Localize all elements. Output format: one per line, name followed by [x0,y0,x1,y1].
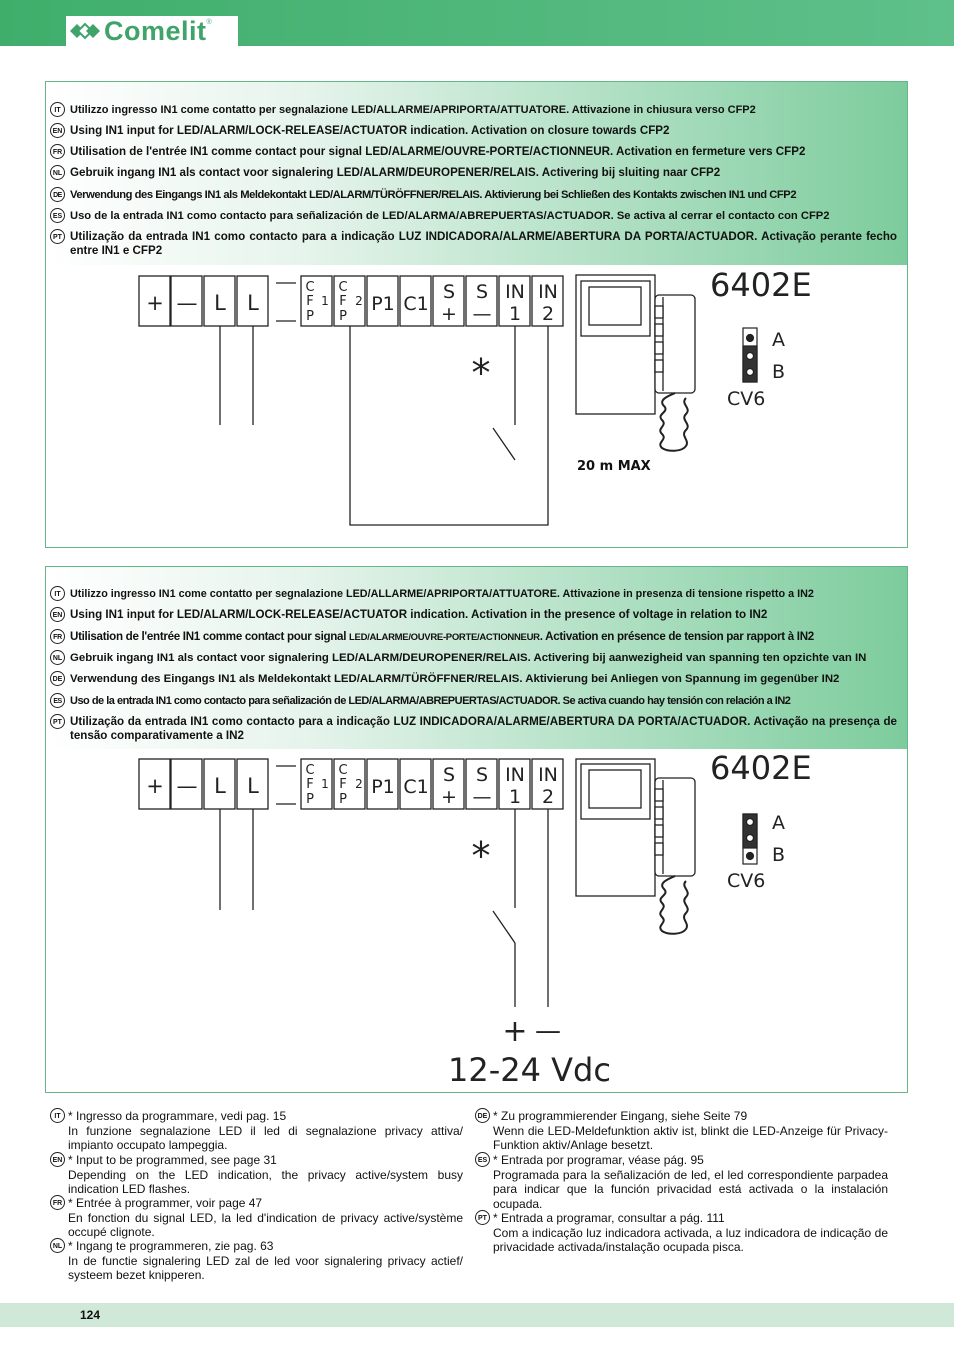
lang-badge-pt: PT [50,229,65,244]
terminal-label: P [306,792,314,807]
lang-badge-de: DE [50,187,65,202]
footnote-head: * Entrada por programar, véase pág. 95 [493,1153,704,1167]
desc-text: Uso de la entrada IN1 como contacto para señalización de LED/ALARMA/ABREPUERTAS/ACTUADOR. Se activa al cerrar el contacto con CFP2 [70,210,830,222]
footnote-head: * Entrada a programar, consultar a pág. 111 [493,1211,725,1225]
terminal-label: L [247,291,259,315]
terminal-label: F [306,294,314,309]
terminal-label: F [339,777,347,792]
footnote-fr [50,1196,463,1239]
footnote-body: In funzione segnalazione LED il led di segnalazione privacy attiva/ impianto occupato lampeggia. [68,1123,463,1152]
footnote-head: * Ingresso da programmare, vedi pag. 15 [68,1109,287,1123]
model-label: 6402E [710,266,812,304]
lang-badge-es: ES [475,1152,490,1167]
terminal-label: C1 [403,293,429,315]
lang-badge-nl: NL [50,650,65,665]
model-label: 6402E [710,749,812,787]
terminal-label: + [146,774,164,798]
lang-badge-fr: FR [50,629,65,644]
jumper-a-label: A [772,329,785,351]
terminal-label: + [441,786,457,808]
desc-text: Using IN1 input for LED/ALARM/LOCK-RELEASE/ACTUATOR indication. Activation in the presence of voltage in relation to IN2 [70,608,768,621]
terminal-label: S [442,764,456,786]
desc-text: Gebruik ingang IN1 als contact voor signalering LED/ALARM/DEUROPENER/RELAIS. Activering bij sluiting naar CFP2 [70,166,721,179]
desc-text-part: LED/ALARME/OUVRE-PORTE/ACTIONNEUR [349,632,540,643]
monitor-6402e [576,759,695,934]
terminal-label: 1 [321,777,329,791]
footnote-body: Depending on the LED indication, the privacy active/system busy indication LED flashes. [68,1167,463,1196]
lang-badge-fr: FR [50,144,65,159]
terminal-label: 2 [355,294,363,308]
footnote-nl [50,1239,463,1283]
terminal-label: 1 [321,294,329,308]
desc-text: Uso de la entrada IN1 como contacto para señalización de LED/ALARMA/ABREPUERTAS/ACTUADOR. Se activa cuando hay tensión con relación a IN2 [70,695,791,707]
footnote-body: Com a indicação luz indicadora activada, a luz indicadora de indicação de privacidade activada/instalação ocupada pisca. [493,1225,888,1254]
desc-text-part: Utilisation de l'entrée IN1 comme contact pour signal [70,630,350,643]
jumper-b-label: B [772,361,786,383]
terminal-label: P1 [371,293,395,315]
terminal-label: C [305,763,315,778]
lang-badge-es: ES [50,693,65,708]
lang-badge-pt: PT [50,714,65,729]
lang-badge-fr: FR [50,1195,65,1210]
terminal-label: S [475,764,489,786]
distance-label: 20 m MAX [577,459,651,474]
footnote-head: * Entrée à programmer, voir page 47 [68,1196,263,1210]
desc-text: Utilização da entrada IN1 como contacto para a indicação LUZ INDICADORA/ALARME/ABERTURA DA PORTA/ACTUADOR. Activação perante fecho entre IN1 e CFP2 [70,230,897,257]
footnotes-right [475,1109,888,1255]
terminal-label: F [306,777,314,792]
desc-text: Utilisation de l'entrée IN1 comme contact pour signal LED/ALARME/OUVRE-PORTE/ACTIONNEUR. Activation en fermeture vers CFP2 [70,145,806,158]
footnote-head: * Zu programmierender Eingang, siehe Seite 79 [493,1109,748,1123]
terminal-label: 1 [508,303,522,325]
jumper-a-label: A [772,812,785,834]
lang-badge-it: IT [50,586,65,601]
terminal-label: C [305,280,315,295]
lang-badge-es: ES [50,208,65,223]
lang-badge-pt: PT [475,1210,490,1225]
jumper-name-label: CV6 [727,388,766,410]
terminal-label: IN [538,764,558,786]
desc-text: Verwendung des Eingangs IN1 als Meldekontakt LED/ALARM/TÜRÖFFNER/RELAIS. Aktivierung bei Anliegen von Spannung im gegenüber IN2 [70,673,840,685]
footer-bar [0,1303,954,1327]
terminal-label: — [176,291,198,315]
footnote-body: En fonction du signal LED, la led d'indication de privacy active/système occupé clignote. [68,1210,463,1239]
footnote-pt [475,1211,888,1255]
lang-badge-en: EN [50,607,65,622]
terminal-label: — [176,774,198,798]
asterisk-mark: * [471,834,491,878]
footnote-body: Programada para la señalización de led, el led correspondiente parpadea para indicar que la función privacidad está activada o la instalación ocupada. [493,1167,888,1211]
lang-badge-it: IT [50,1108,65,1123]
terminal-label: P1 [371,776,395,798]
terminal-label: 1 [508,786,522,808]
terminal-label: P [339,309,347,324]
jumper-cv6 [743,814,757,864]
terminal-label: — [472,786,492,808]
terminal-label: 2 [541,786,555,808]
desc-text: Utilizzo ingresso IN1 come contatto per segnalazione LED/ALLARME/APRIPORTA/ATTUATORE. Attivazione in chiusura verso CFP2 [70,104,756,116]
desc-text-part: . Activation en présence de tension par rapport à IN2 [539,630,814,643]
terminal-label: IN [505,764,525,786]
terminal-label: IN [538,281,558,303]
terminal-label: + [146,291,164,315]
brand-registered-mark: ® [206,19,212,26]
terminal-label: L [247,774,259,798]
footnote-es [475,1153,888,1211]
footnote-it [50,1109,463,1153]
lang-badge-de: DE [50,671,65,686]
lang-badge-en: EN [50,1152,65,1167]
page-number: 124 [80,1308,101,1322]
terminal-label: S [475,281,489,303]
supply-voltage-label: 12-24 Vdc [448,1051,611,1089]
terminal-label: — [472,303,492,325]
desc-text: Utilização da entrada IN1 como contacto para a indicação LUZ INDICADORA/ALARME/ABERTURA DA PORTA/ACTUADOR. Activação na presença de tensão comparativamente a IN2 [70,715,897,742]
lang-badge-nl: NL [50,165,65,180]
footnote-body: In de functie signalering LED zal de led voor signalering privacy actief/ systeem bezet knipperen. [68,1253,463,1282]
terminal-label: 2 [355,777,363,791]
terminal-label: P [339,792,347,807]
lang-badge-de: DE [475,1108,490,1123]
terminal-label: L [214,291,226,315]
terminal-label: IN [505,281,525,303]
jumper-b-label: B [772,844,786,866]
terminal-label: C1 [403,776,429,798]
terminal-label: F [339,294,347,309]
desc-text: Utilizzo ingresso IN1 come contatto per segnalazione LED/ALLARME/APRIPORTA/ATTUATORE. Attivazione in presenza di tensione rispetto a IN2 [70,588,814,600]
footnote-en [50,1153,463,1196]
terminal-label: C [338,763,348,778]
supply-plus: + [502,1014,528,1049]
terminal-label: C [338,280,348,295]
footnote-head: * Ingang te programmeren, zie pag. 63 [68,1239,274,1253]
desc-text: Gebruik ingang IN1 als contact voor signalering LED/ALARM/DEUROPENER/RELAIS. Activering bij aanwezigheid van spanning ten opzichte van IN [70,652,867,664]
footnote-head: * Input to be programmed, see page 31 [68,1153,277,1167]
lang-badge-nl: NL [50,1238,65,1253]
lang-badge-it: IT [50,102,65,117]
terminal-label: + [441,303,457,325]
brand-name: Comelit [104,15,207,46]
footnotes-left [50,1109,463,1283]
terminal-label: S [442,281,456,303]
footnote-de [475,1109,888,1153]
jumper-name-label: CV6 [727,870,766,892]
asterisk-mark: * [471,351,491,395]
supply-minus: — [535,1016,561,1046]
terminal-label: 2 [541,303,555,325]
terminal-label: L [214,774,226,798]
footnote-body: Wenn die LED-Meldefunktion aktiv ist, blinkt die LED-Anzeige für Privacy-Funktion aktiv/Anlage besetzt. [493,1123,888,1152]
desc-text: Verwendung des Eingangs IN1 als Meldekontakt LED/ALARM/TÜRÖFFNER/RELAIS. Aktivierung bei Schließen des Kontakts zwischen IN1 und CFP2 [70,189,797,201]
terminal-label: P [306,309,314,324]
desc-text: Using IN1 input for LED/ALARM/LOCK-RELEASE/ACTUATOR indication. Activation on closure towards CFP2 [70,124,670,137]
lang-badge-en: EN [50,123,65,138]
